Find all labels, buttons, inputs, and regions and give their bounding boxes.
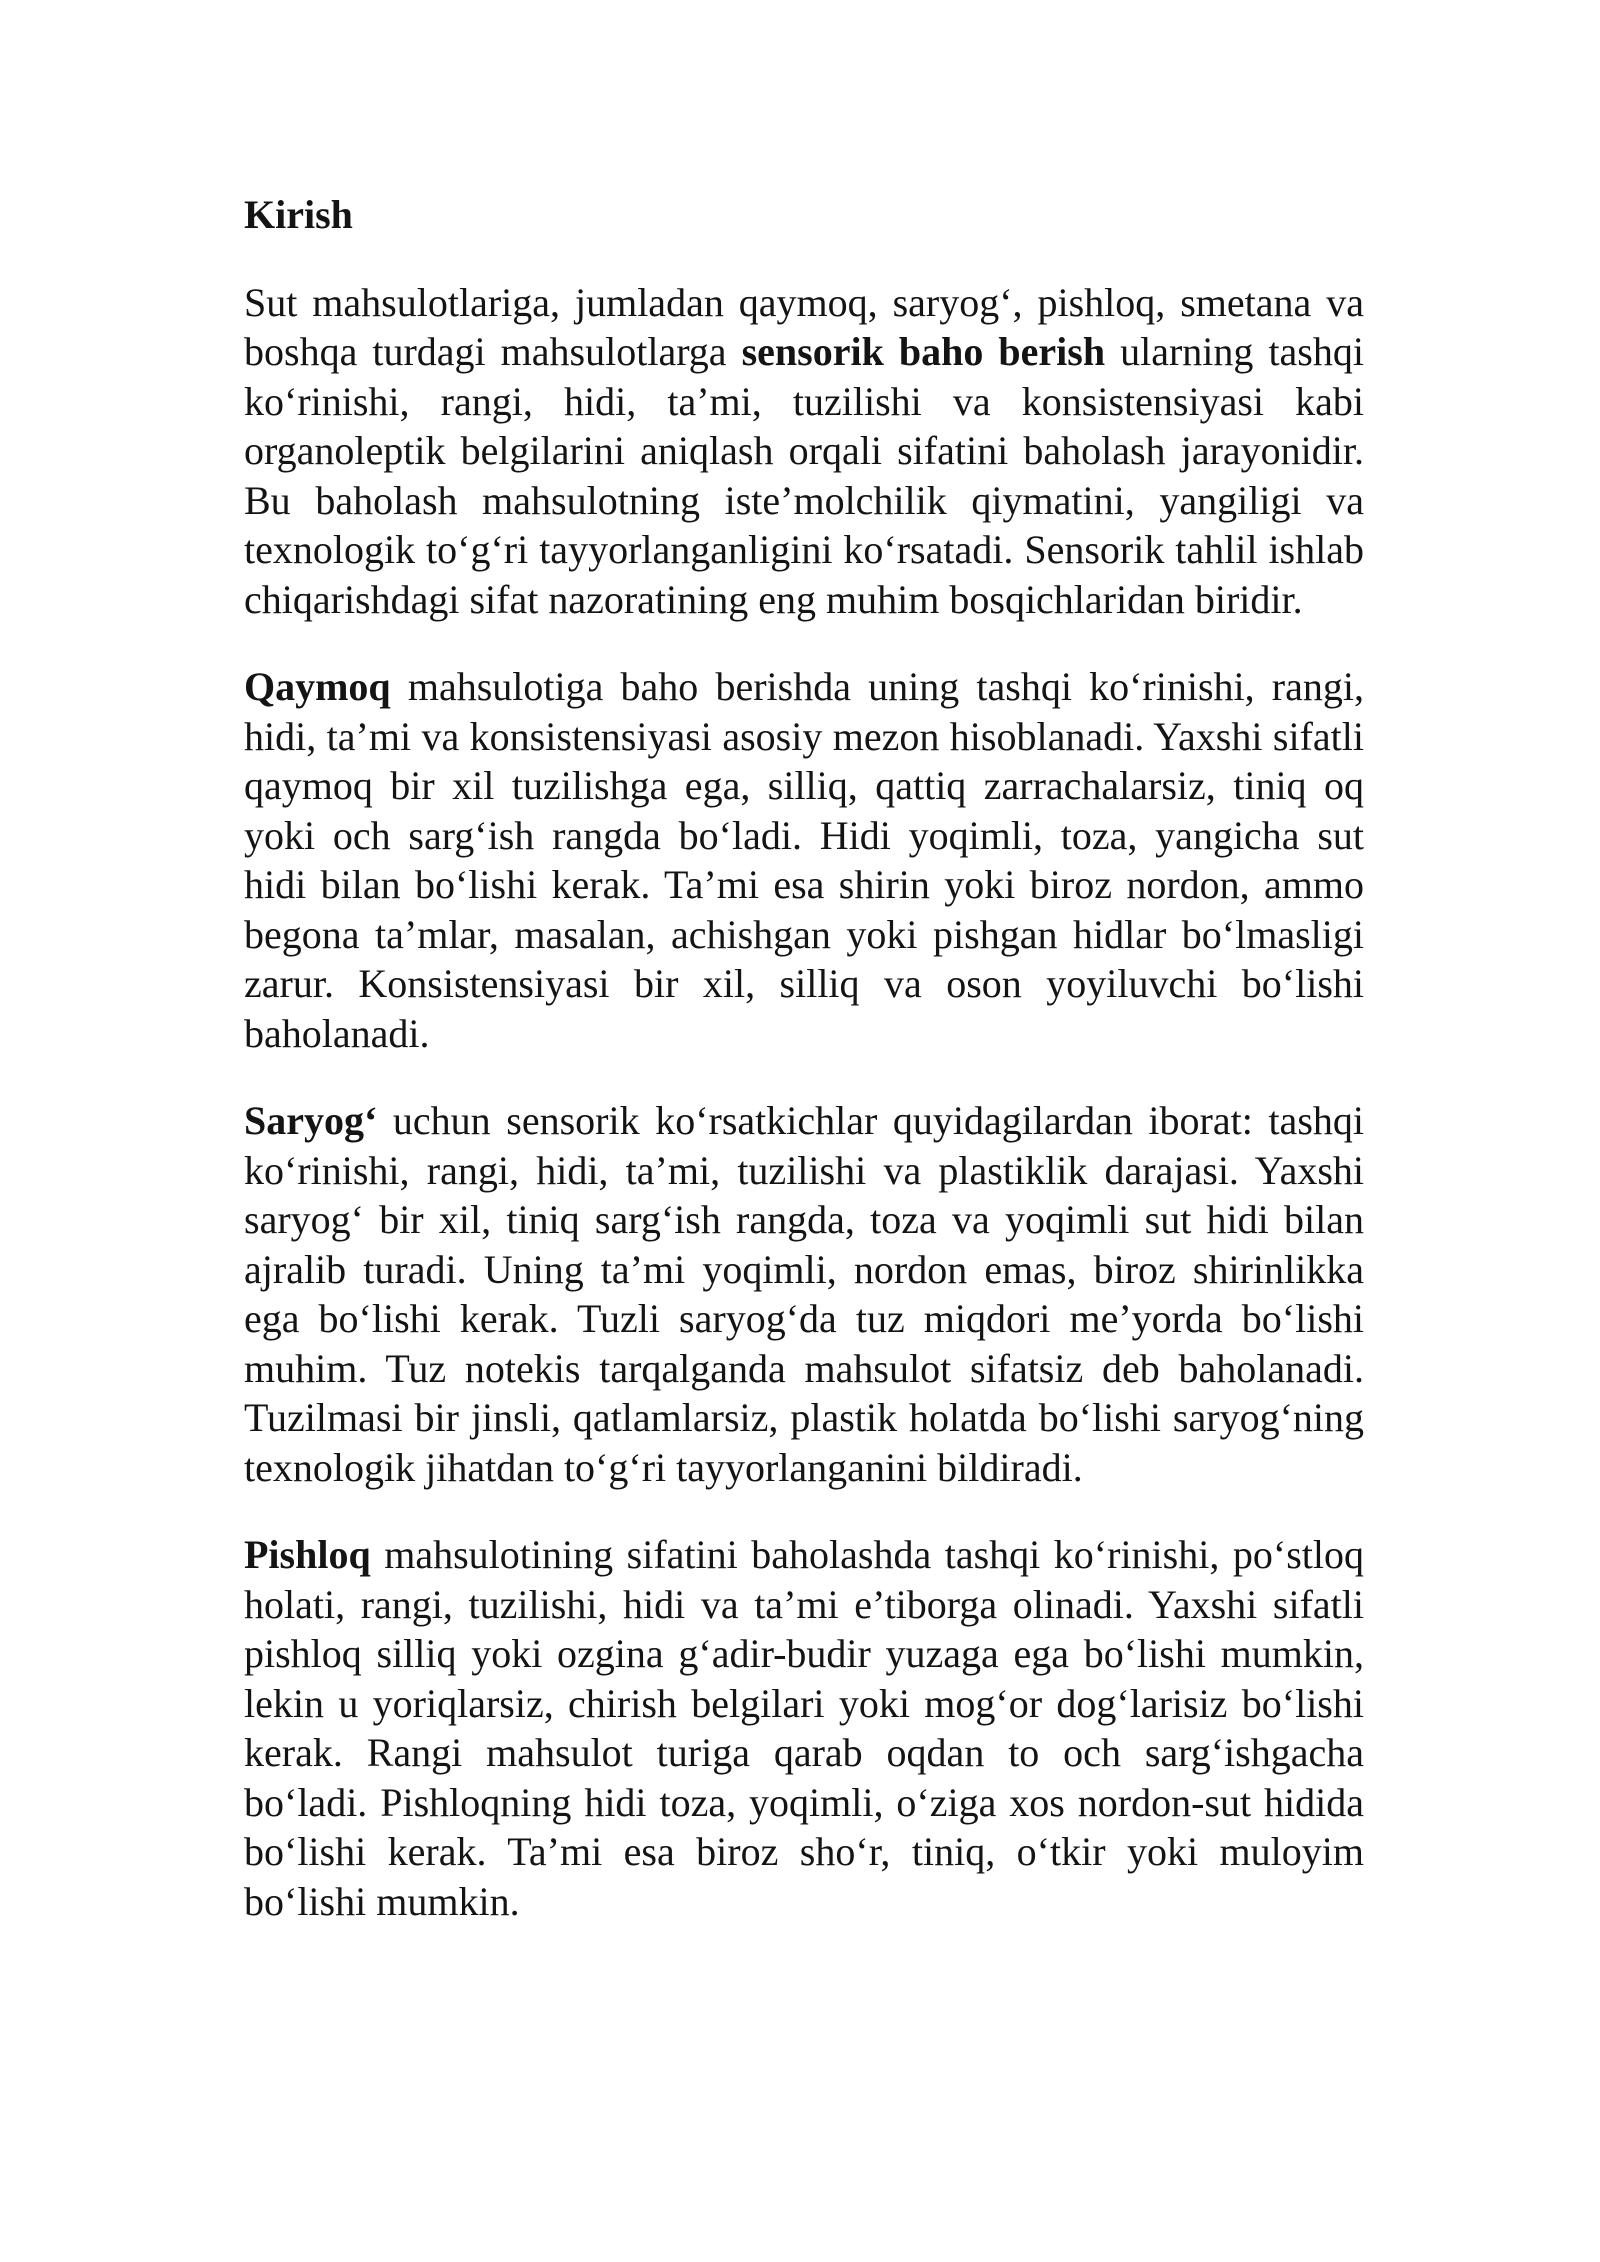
paragraph-text: ularning tashqi ko‘rinishi, rangi, hidi, ta’mi, tuzilishi va konsistensiyasi kabi organoleptik belgilarini aniqlash orqali sifatini baholash jarayonidir. Bu baholash mahsulotning iste’molchilik qiymatini, yangiligi va texnologik to‘g‘ri tayyorlanganligini ko‘rsatadi. Sensorik tahlil ishlab chiqarishdagi sifat nazoratining eng muhim bosqichlaridan biridir. xyxy=(244,329,1364,622)
paragraph-text: uchun sensorik ko‘rsatkichlar quyidagilardan iborat: tashqi ko‘rinishi, rangi, hidi, ta’mi, tuzilishi va plastiklik darajasi. Yaxshi saryog‘ bir xil, tiniq sarg‘ish rangda, toza va yoqimli sut hidi bilan ajralib turadi. Uning ta’mi yoqimli, nordon emas, biroz shirinlikka ega bo‘lishi kerak. Tuzli saryog‘da tuz miqdori me’yorda bo‘lishi muhim. Tuz notekis tarqalganda mahsulot sifatsiz deb baholanadi. Tuzilmasi bir jinsli, qatlamlarsiz, plastik holatda bo‘lishi saryog‘ning texnologik jihatdan to‘g‘ri tayyorlanganini bildiradi. xyxy=(244,1098,1364,1490)
paragraph-saryog xyxy=(244,1096,1364,1492)
paragraph-bold-term: Pishloq xyxy=(244,1532,371,1577)
paragraph-text: mahsulotiga baho berishda uning tashqi ko‘rinishi, rangi, hidi, ta’mi va konsistensiyasi asosiy mezon hisoblanadi. Yaxshi sifatli qaymoq bir xil tuzilishga ega, silliq, qattiq zarrachalarsiz, tiniq oq yoki och sarg‘ish rangda bo‘ladi. Hidi yoqimli, toza, yangicha sut hidi bilan bo‘lishi kerak. Ta’mi esa shirin yoki biroz nordon, ammo begona ta’mlar, masalan, achishgan yoki pishgan hidlar bo‘lmasligi zarur. Konsistensiyasi bir xil, silliq va oson yoyiluvchi bo‘lishi baholanadi. xyxy=(244,664,1364,1056)
paragraph-text: Sut mahsulotlariga, jumladan qaymoq, saryog‘, pishloq, smetana va boshqa turdagi mahsulotlarga xyxy=(244,279,1364,374)
paragraph-pishloq xyxy=(244,1530,1364,1926)
paragraph-bold-term: Saryog‘ xyxy=(244,1098,378,1143)
paragraph-text: mahsulotining sifatini baholashda tashqi ko‘rinishi, po‘stloq holati, rangi, tuzilishi, hidi va ta’mi e’tiborga olinadi. Yaxshi sifatli pishloq silliq yoki ozgina g‘adir-budir yuzaga ega bo‘lishi mumkin, lekin u yoriqlarsiz, chirish belgilari yoki mog‘or dog‘larisiz bo‘lishi kerak. Rangi mahsulot turiga qarab oqdan to och sarg‘ishgacha bo‘ladi. Pishloqning hidi toza, yoqimli, o‘ziga xos nordon-sut hidida bo‘lishi kerak. Ta’mi esa biroz sho‘r, tiniq, o‘tkir yoki muloyim bo‘lishi mumkin. xyxy=(244,1532,1364,1924)
section-heading: Kirish xyxy=(244,192,353,237)
paragraph-bold-term: sensorik baho berish xyxy=(741,329,1106,374)
paragraph-qaymoq xyxy=(244,662,1364,1058)
paragraph-bold-term: Qaymoq xyxy=(244,664,391,709)
paragraph-intro xyxy=(244,278,1364,625)
document-body xyxy=(244,190,1364,1926)
